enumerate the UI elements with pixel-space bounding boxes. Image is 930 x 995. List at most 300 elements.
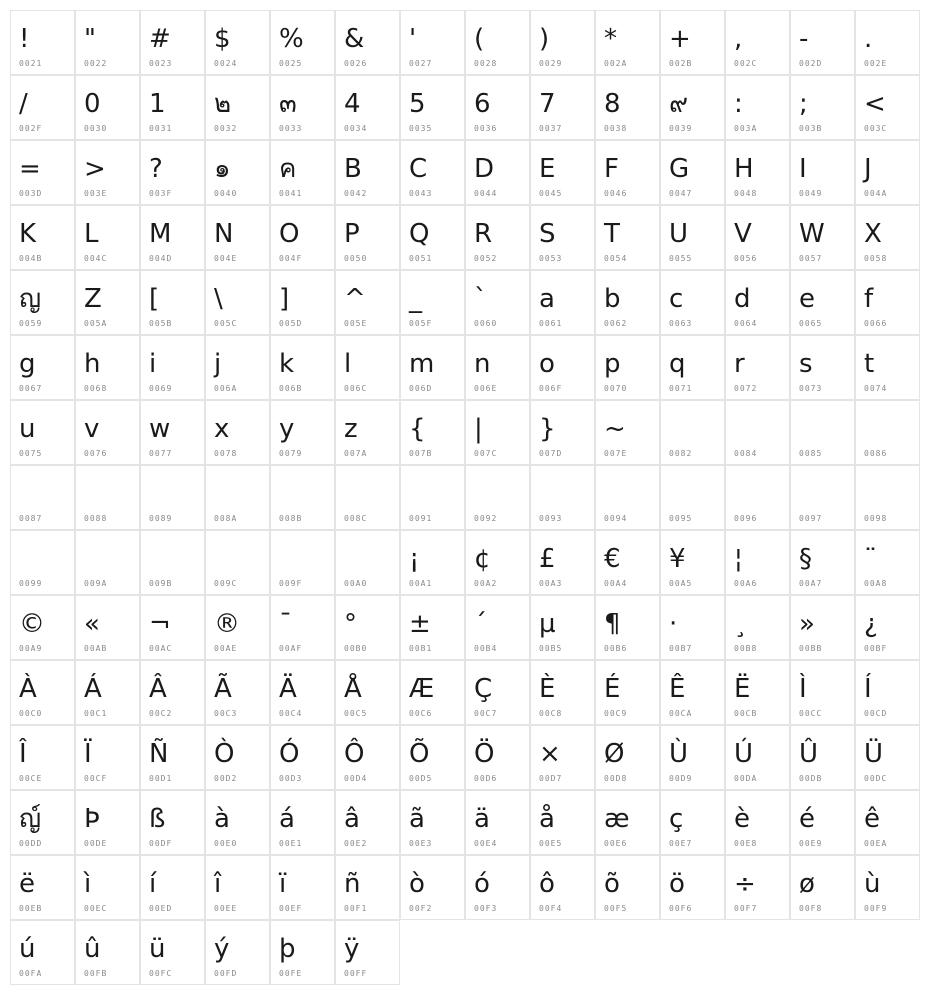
glyph-code-label: 00B6 [604,644,628,653]
glyph-preview: Ö [474,739,495,769]
glyph-preview: õ [604,869,620,899]
glyph-cell[interactable] [790,725,855,790]
glyph-preview: O [279,219,300,249]
glyph-preview: ( [474,24,485,54]
glyph-cell[interactable] [75,10,140,75]
glyph-cell[interactable] [855,465,920,530]
glyph-cell[interactable] [725,660,790,725]
glyph-code-label: 00AF [279,644,303,653]
glyph-cell[interactable] [790,790,855,855]
glyph-preview: r [734,349,745,379]
glyph-code-label: 00C3 [214,709,238,718]
glyph-cell[interactable] [790,660,855,725]
glyph-cell[interactable] [790,205,855,270]
glyph-cell[interactable] [270,595,335,660]
glyph-cell[interactable] [335,660,400,725]
glyph-code-label: 0058 [864,254,888,263]
glyph-cell[interactable] [140,920,205,985]
glyph-cell[interactable] [855,270,920,335]
glyph-cell[interactable] [10,205,75,270]
glyph-cell[interactable] [660,400,725,465]
glyph-cell[interactable] [205,75,270,140]
glyph-cell[interactable] [75,270,140,335]
glyph-cell[interactable] [725,270,790,335]
glyph-code-label: 0088 [84,514,108,523]
glyph-cell[interactable] [270,10,335,75]
glyph-cell[interactable] [75,660,140,725]
glyph-cell[interactable] [790,530,855,595]
glyph-cell[interactable] [205,205,270,270]
glyph-cell[interactable] [270,400,335,465]
glyph-cell[interactable] [855,855,920,920]
glyph-preview: I [799,154,807,184]
glyph-cell[interactable] [335,920,400,985]
glyph-cell[interactable] [660,855,725,920]
glyph-cell[interactable] [530,270,595,335]
glyph-cell[interactable] [790,75,855,140]
glyph-cell[interactable] [10,10,75,75]
glyph-cell[interactable] [140,75,205,140]
glyph-cell[interactable] [140,400,205,465]
glyph-cell[interactable] [855,660,920,725]
glyph-code-label: 0069 [149,384,173,393]
glyph-cell[interactable] [10,270,75,335]
glyph-cell[interactable] [855,530,920,595]
glyph-code-label: 0087 [19,514,43,523]
glyph-cell[interactable] [140,270,205,335]
glyph-code-label: 00CB [734,709,758,718]
glyph-cell[interactable] [400,75,465,140]
glyph-cell[interactable] [270,205,335,270]
glyph-preview: ¨ [864,544,877,574]
glyph-preview: é [799,804,815,834]
glyph-cell[interactable] [75,920,140,985]
glyph-preview: À [19,674,37,704]
glyph-code-label: 00A3 [539,579,563,588]
glyph-cell[interactable] [465,530,530,595]
glyph-cell[interactable] [660,725,725,790]
glyph-cell[interactable] [530,140,595,205]
glyph-cell[interactable] [530,10,595,75]
glyph-cell[interactable] [75,140,140,205]
glyph-cell[interactable] [400,530,465,595]
glyph-cell[interactable] [790,140,855,205]
glyph-cell[interactable] [140,790,205,855]
glyph-cell[interactable] [335,465,400,530]
glyph-cell[interactable] [270,75,335,140]
glyph-cell[interactable] [660,270,725,335]
glyph-cell[interactable] [530,75,595,140]
glyph-cell[interactable] [790,400,855,465]
glyph-preview: Õ [409,739,430,769]
glyph-cell[interactable] [270,920,335,985]
glyph-cell[interactable] [270,660,335,725]
glyph-preview: û [84,934,101,964]
glyph-cell[interactable] [725,595,790,660]
glyph-cell[interactable] [660,10,725,75]
glyph-preview: h [84,349,101,379]
glyph-code-label: 00AB [84,644,108,653]
glyph-cell[interactable] [270,270,335,335]
glyph-cell[interactable] [465,790,530,855]
glyph-cell[interactable] [790,855,855,920]
glyph-cell[interactable] [595,465,660,530]
glyph-cell[interactable] [205,660,270,725]
glyph-cell[interactable] [855,400,920,465]
glyph-code-label: 002C [734,59,758,68]
glyph-code-label: 002D [799,59,823,68]
glyph-preview: 0 [84,89,101,119]
glyph-cell[interactable] [400,400,465,465]
glyph-cell[interactable] [465,660,530,725]
glyph-cell[interactable] [660,530,725,595]
glyph-cell[interactable] [595,530,660,595]
glyph-preview: ï [279,869,287,899]
glyph-cell[interactable] [335,75,400,140]
glyph-preview: K [19,219,37,249]
glyph-cell[interactable] [75,205,140,270]
glyph-code-label: 00E3 [409,839,433,848]
glyph-cell[interactable] [400,855,465,920]
glyph-cell[interactable] [530,400,595,465]
glyph-cell[interactable] [75,465,140,530]
glyph-preview: Ã [214,674,232,704]
glyph-cell[interactable] [400,205,465,270]
glyph-code-label: 0034 [344,124,368,133]
glyph-cell[interactable] [10,530,75,595]
glyph-cell[interactable] [855,140,920,205]
glyph-cell[interactable] [335,790,400,855]
glyph-cell[interactable] [335,205,400,270]
glyph-cell[interactable] [400,790,465,855]
glyph-cell[interactable] [205,790,270,855]
glyph-code-label: 0021 [19,59,43,68]
glyph-preview: _ [409,284,422,314]
glyph-code-label: 00F6 [669,904,693,913]
glyph-cell[interactable] [205,270,270,335]
glyph-code-label: 008A [214,514,238,523]
glyph-preview: Ò [214,739,235,769]
glyph-preview: R [474,219,493,249]
glyph-code-label: 003B [799,124,823,133]
glyph-cell[interactable] [140,530,205,595]
glyph-cell[interactable] [725,205,790,270]
glyph-cell[interactable] [725,725,790,790]
glyph-cell[interactable] [205,725,270,790]
glyph-cell[interactable] [270,335,335,400]
glyph-code-label: 002F [19,124,43,133]
glyph-cell[interactable] [530,335,595,400]
glyph-cell[interactable] [400,335,465,400]
glyph-cell[interactable] [660,335,725,400]
glyph-code-label: 00FE [279,969,303,978]
glyph-cell[interactable] [465,140,530,205]
glyph-cell[interactable] [400,595,465,660]
glyph-cell[interactable] [595,660,660,725]
glyph-preview: È [539,674,556,704]
glyph-code-label: 0030 [84,124,108,133]
glyph-cell[interactable] [75,75,140,140]
glyph-preview: { [409,414,426,444]
glyph-cell[interactable] [270,725,335,790]
glyph-cell[interactable] [205,10,270,75]
glyph-cell[interactable] [855,335,920,400]
glyph-cell[interactable] [595,855,660,920]
glyph-code-label: 007E [604,449,628,458]
glyph-cell[interactable] [855,790,920,855]
glyph-code-label: 006D [409,384,433,393]
glyph-cell[interactable] [725,855,790,920]
glyph-preview: Ì [799,674,807,704]
glyph-cell[interactable] [660,205,725,270]
glyph-cell[interactable] [465,335,530,400]
glyph-code-label: 009B [149,579,173,588]
glyph-cell[interactable] [205,140,270,205]
glyph-cell[interactable] [725,10,790,75]
glyph-cell[interactable] [205,595,270,660]
glyph-code-label: 00D1 [149,774,173,783]
glyph-code-label: 0091 [409,514,433,523]
glyph-cell[interactable] [400,140,465,205]
glyph-cell[interactable] [75,855,140,920]
glyph-code-label: 002B [669,59,693,68]
glyph-cell[interactable] [790,10,855,75]
glyph-preview: þ [279,934,296,964]
glyph-cell[interactable] [270,790,335,855]
glyph-cell[interactable] [595,270,660,335]
glyph-cell[interactable] [660,790,725,855]
glyph-cell[interactable] [465,400,530,465]
glyph-preview: y [279,414,295,444]
glyph-code-label: 005D [279,319,303,328]
glyph-cell[interactable] [465,725,530,790]
glyph-code-label: 00C8 [539,709,563,718]
glyph-cell[interactable] [205,400,270,465]
glyph-cell[interactable] [10,725,75,790]
glyph-cell[interactable] [140,855,205,920]
glyph-cell[interactable] [335,530,400,595]
glyph-code-label: 00AE [214,644,238,653]
glyph-cell[interactable] [855,205,920,270]
glyph-cell[interactable] [10,335,75,400]
glyph-code-label: 00A7 [799,579,823,588]
glyph-cell[interactable] [595,595,660,660]
glyph-preview: g [19,349,36,379]
glyph-preview: l [344,349,352,379]
glyph-cell[interactable] [140,465,205,530]
glyph-code-label: 0064 [734,319,758,328]
glyph-cell[interactable] [270,530,335,595]
glyph-cell[interactable] [465,465,530,530]
glyph-cell[interactable] [465,75,530,140]
glyph-code-label: 0065 [799,319,823,328]
glyph-cell[interactable] [335,855,400,920]
glyph-cell[interactable] [725,75,790,140]
glyph-code-label: 00A0 [344,579,368,588]
glyph-cell[interactable] [530,595,595,660]
glyph-preview: D [474,154,495,184]
glyph-cell[interactable] [75,335,140,400]
glyph-cell[interactable] [855,75,920,140]
glyph-cell[interactable] [140,660,205,725]
glyph-cell[interactable] [790,270,855,335]
glyph-cell[interactable] [725,465,790,530]
glyph-preview: ÷ [734,869,756,899]
glyph-cell[interactable] [75,790,140,855]
glyph-cell[interactable] [790,335,855,400]
glyph-cell[interactable] [530,790,595,855]
glyph-cell[interactable] [725,790,790,855]
glyph-cell[interactable] [660,465,725,530]
glyph-cell[interactable] [400,10,465,75]
glyph-cell[interactable] [400,270,465,335]
glyph-cell[interactable] [660,140,725,205]
glyph-cell[interactable] [595,75,660,140]
glyph-cell[interactable] [140,335,205,400]
glyph-cell[interactable] [140,725,205,790]
glyph-cell[interactable] [660,660,725,725]
glyph-cell[interactable] [10,855,75,920]
glyph-cell[interactable] [465,270,530,335]
glyph-code-label: 0047 [669,189,693,198]
glyph-code-label: 00DB [799,774,823,783]
glyph-cell[interactable] [595,140,660,205]
glyph-cell[interactable] [75,530,140,595]
glyph-cell[interactable] [595,400,660,465]
glyph-cell[interactable] [335,725,400,790]
glyph-code-label: 005A [84,319,108,328]
glyph-preview: ñ [344,869,361,899]
glyph-cell[interactable] [465,205,530,270]
glyph-cell[interactable] [790,465,855,530]
glyph-cell[interactable] [75,725,140,790]
glyph-cell[interactable] [335,270,400,335]
glyph-code-label: 0049 [799,189,823,198]
glyph-code-label: 003F [149,189,173,198]
glyph-cell[interactable] [465,595,530,660]
glyph-cell[interactable] [10,660,75,725]
glyph-cell[interactable] [790,595,855,660]
glyph-cell[interactable] [660,75,725,140]
glyph-cell[interactable] [205,855,270,920]
glyph-cell[interactable] [725,140,790,205]
glyph-cell[interactable] [660,595,725,660]
glyph-code-label: 00CF [84,774,108,783]
glyph-cell[interactable] [10,75,75,140]
glyph-cell[interactable] [400,660,465,725]
glyph-cell[interactable] [725,530,790,595]
glyph-code-label: 0032 [214,124,238,133]
glyph-cell[interactable] [595,725,660,790]
glyph-cell[interactable] [725,400,790,465]
glyph-cell[interactable] [205,335,270,400]
glyph-cell[interactable] [530,465,595,530]
glyph-code-label: 00D8 [604,774,628,783]
glyph-cell[interactable] [140,10,205,75]
glyph-cell[interactable] [75,595,140,660]
glyph-cell[interactable] [465,855,530,920]
glyph-code-label: 0029 [539,59,563,68]
glyph-cell[interactable] [10,920,75,985]
glyph-cell[interactable] [530,205,595,270]
glyph-preview: U [669,219,689,249]
glyph-preview: o [539,349,555,379]
glyph-code-label: 0071 [669,384,693,393]
glyph-preview: B [344,154,362,184]
glyph-preview: : [734,89,743,119]
glyph-cell[interactable] [400,465,465,530]
glyph-preview: ` [474,284,487,314]
glyph-cell[interactable] [335,335,400,400]
glyph-cell[interactable] [465,10,530,75]
glyph-cell[interactable] [270,855,335,920]
glyph-cell[interactable] [10,140,75,205]
glyph-cell[interactable] [205,530,270,595]
glyph-cell[interactable] [10,465,75,530]
glyph-cell[interactable] [335,595,400,660]
glyph-cell[interactable] [530,530,595,595]
glyph-cell[interactable] [10,400,75,465]
glyph-cell[interactable] [140,595,205,660]
glyph-cell[interactable] [205,465,270,530]
glyph-code-label: 0054 [604,254,628,263]
glyph-cell[interactable] [270,140,335,205]
glyph-cell[interactable] [335,10,400,75]
glyph-preview: ¥ [669,544,686,574]
glyph-cell[interactable] [855,725,920,790]
glyph-cell[interactable] [595,205,660,270]
glyph-code-label: 003E [84,189,108,198]
glyph-cell[interactable] [140,140,205,205]
glyph-code-label: 00F7 [734,904,758,913]
glyph-cell[interactable] [10,790,75,855]
glyph-cell[interactable] [75,400,140,465]
glyph-cell[interactable] [530,660,595,725]
glyph-preview: ๒ [214,89,232,119]
glyph-cell[interactable] [855,595,920,660]
glyph-cell[interactable] [595,10,660,75]
glyph-cell[interactable] [270,465,335,530]
glyph-cell[interactable] [335,400,400,465]
glyph-preview: < [864,89,886,119]
glyph-cell[interactable] [530,725,595,790]
glyph-cell[interactable] [10,595,75,660]
glyph-preview: Ô [344,739,365,769]
glyph-preview: ë [19,869,35,899]
glyph-cell[interactable] [205,920,270,985]
glyph-preview: j [214,349,222,379]
glyph-preview: W [799,219,825,249]
glyph-preview: t [864,349,875,379]
glyph-code-label: 00DA [734,774,758,783]
glyph-code-label: 0048 [734,189,758,198]
glyph-cell[interactable] [530,855,595,920]
glyph-code-label: 003C [864,124,888,133]
glyph-cell[interactable] [400,725,465,790]
glyph-code-label: 007D [539,449,563,458]
glyph-cell[interactable] [140,205,205,270]
glyph-cell[interactable] [725,335,790,400]
glyph-cell[interactable] [335,140,400,205]
glyph-cell[interactable] [595,790,660,855]
glyph-code-label: 00DD [19,839,43,848]
glyph-preview: ø [799,869,815,899]
glyph-cell[interactable] [595,335,660,400]
glyph-preview: * [604,24,617,54]
glyph-code-label: 005E [344,319,368,328]
glyph-code-label: 0037 [539,124,563,133]
glyph-cell[interactable] [855,10,920,75]
